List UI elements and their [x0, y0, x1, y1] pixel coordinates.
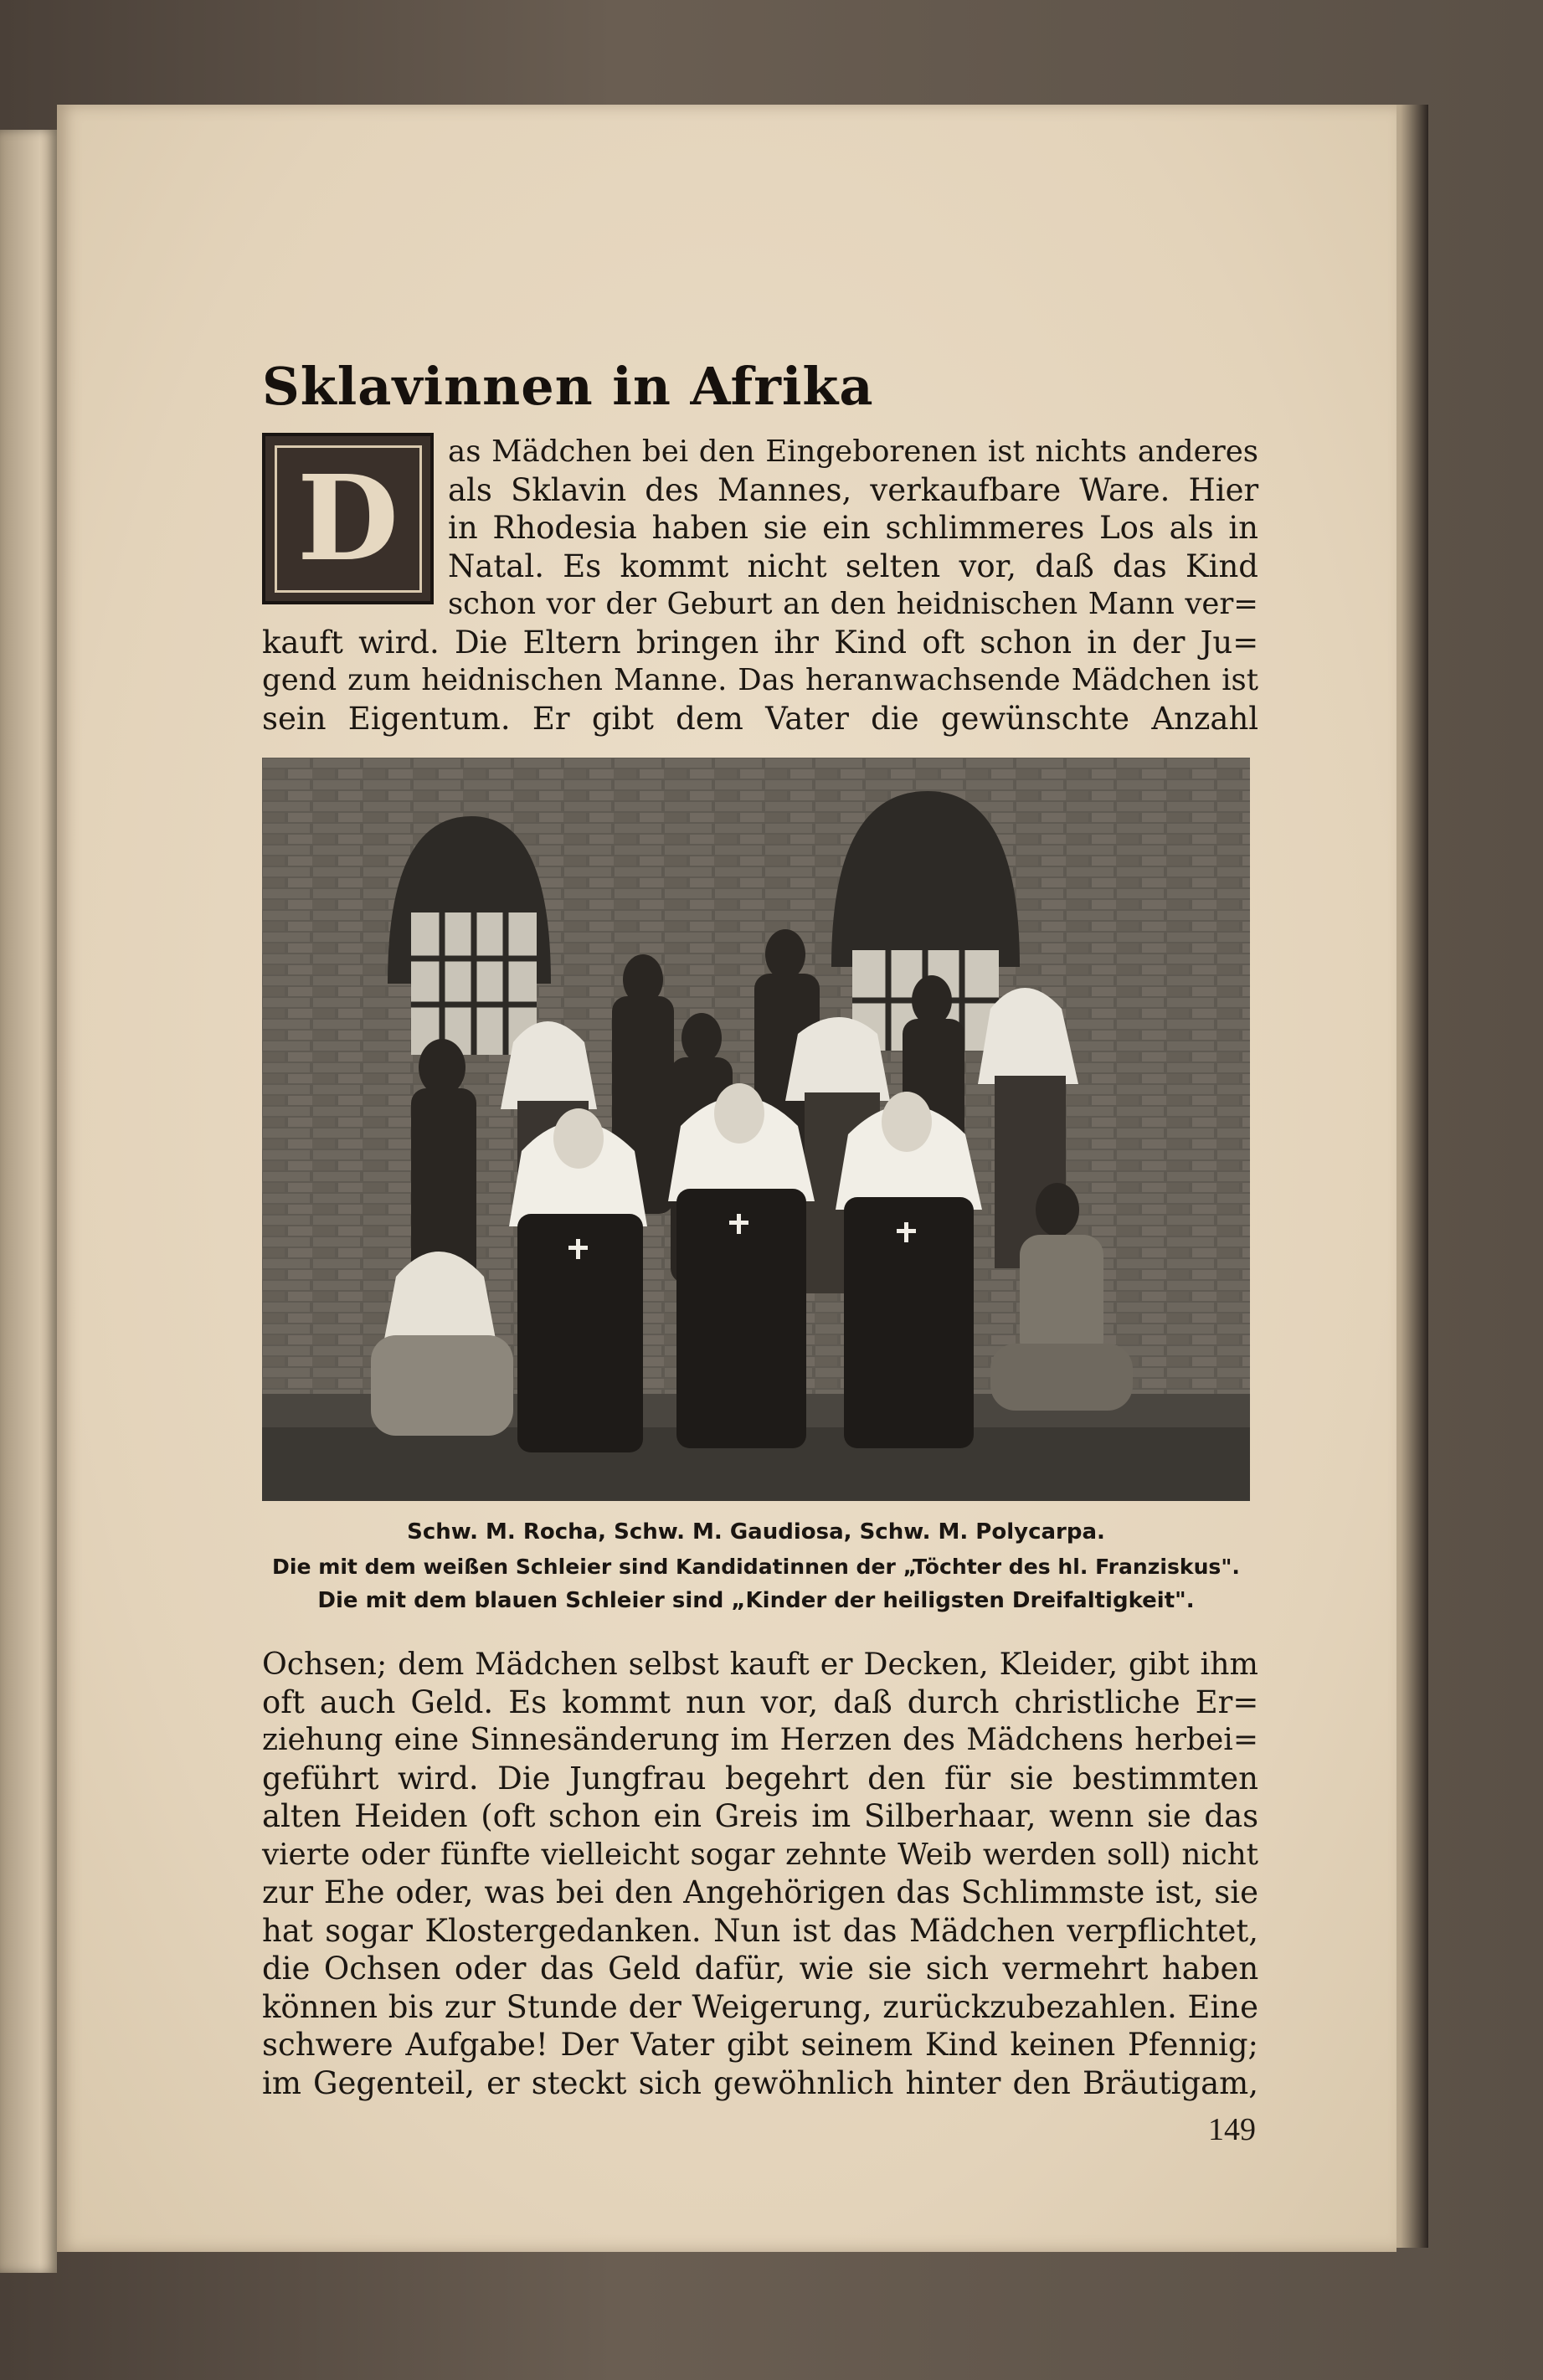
- text-line: in Rhodesia haben sie ein schlimmeres Los als in: [448, 510, 1258, 546]
- text-line: gend zum heidnischen Manne. Das heranwachsende Mädchen ist: [262, 663, 1258, 697]
- book-page: [57, 105, 1396, 2252]
- text-line: die Ochsen oder das Geld dafür, wie sie sich vermehrt haben: [262, 1951, 1259, 1987]
- text-line: kauft wird. Die Eltern bringen ihr Kind oft schon in der Ju=: [262, 624, 1259, 661]
- text-line: geführt wird. Die Jungfrau begehrt den für sie bestimmten: [262, 1760, 1258, 1797]
- page-number: 149: [1208, 2112, 1256, 2147]
- article-title: Sklavinnen in Afrika: [262, 356, 874, 417]
- window-left: [388, 816, 551, 1055]
- photograph-illustration: [262, 758, 1250, 1501]
- text-line: oft auch Geld. Es kommt nun vor, daß durch christliche Er=: [262, 1683, 1259, 1720]
- photo-caption: [262, 1515, 1250, 1618]
- text-line: sein Eigentum. Er gibt dem Vater die gewünschte Anzahl: [262, 700, 1259, 737]
- text-line: as Mädchen bei den Eingeborenen ist nichts anderes: [448, 434, 1258, 469]
- paragraph-intro: [262, 433, 1258, 738]
- text-line: vierte oder fünfte vielleicht sogar zehnte Weib werden soll) nicht: [262, 1837, 1258, 1872]
- text-line: als Sklavin des Mannes, verkaufbare Ware. Hier: [448, 471, 1259, 508]
- text-line: Ochsen; dem Mädchen selbst kauft er Decken, Kleider, gibt ihm: [262, 1646, 1258, 1682]
- text-line: schon vor der Geburt an den heidnischen Mann ver=: [448, 587, 1258, 621]
- group-photograph: [262, 758, 1250, 1501]
- caption-line: Schw. M. Rocha, Schw. M. Gaudiosa, Schw. M. Polycarpa.: [407, 1519, 1105, 1545]
- text-line: ziehung eine Sinnesänderung im Herzen des Mädchens herbei=: [262, 1723, 1258, 1757]
- sisters-front-row: [509, 1083, 982, 1452]
- paragraph-continued: [262, 1645, 1258, 2102]
- left-page-edge: [0, 130, 57, 2273]
- text-line: alten Heiden (oft schon ein Greis im Silberhaar, wenn sie das: [262, 1798, 1259, 1834]
- drop-cap-letter: D: [275, 445, 422, 593]
- text-line: können bis zur Stunde der Weigerung, zurückzubezahlen. Eine: [262, 1988, 1258, 2025]
- text-line: schwere Aufgabe! Der Vater gibt seinem Kind keinen Pfennig;: [262, 2027, 1258, 2063]
- caption-line: Die mit dem blauen Schleier sind „Kinder der heiligsten Dreifaltigkeit".: [317, 1588, 1195, 1613]
- caption-line: Die mit dem weißen Schleier sind Kandidatinnen der „Töchter des hl. Franziskus".: [272, 1555, 1240, 1579]
- text-line: Natal. Es kommt nicht selten vor, daß das Kind: [448, 547, 1258, 584]
- text-line: hat sogar Klostergedanken. Nun ist das Mädchen verpflichtet,: [262, 1912, 1259, 1949]
- text-line: zur Ehe oder, was bei den Angehörigen das Schlimmste ist, sie: [262, 1874, 1258, 1910]
- text-line: im Gegenteil, er steckt sich gewöhnlich hinter den Bräutigam,: [262, 2064, 1258, 2101]
